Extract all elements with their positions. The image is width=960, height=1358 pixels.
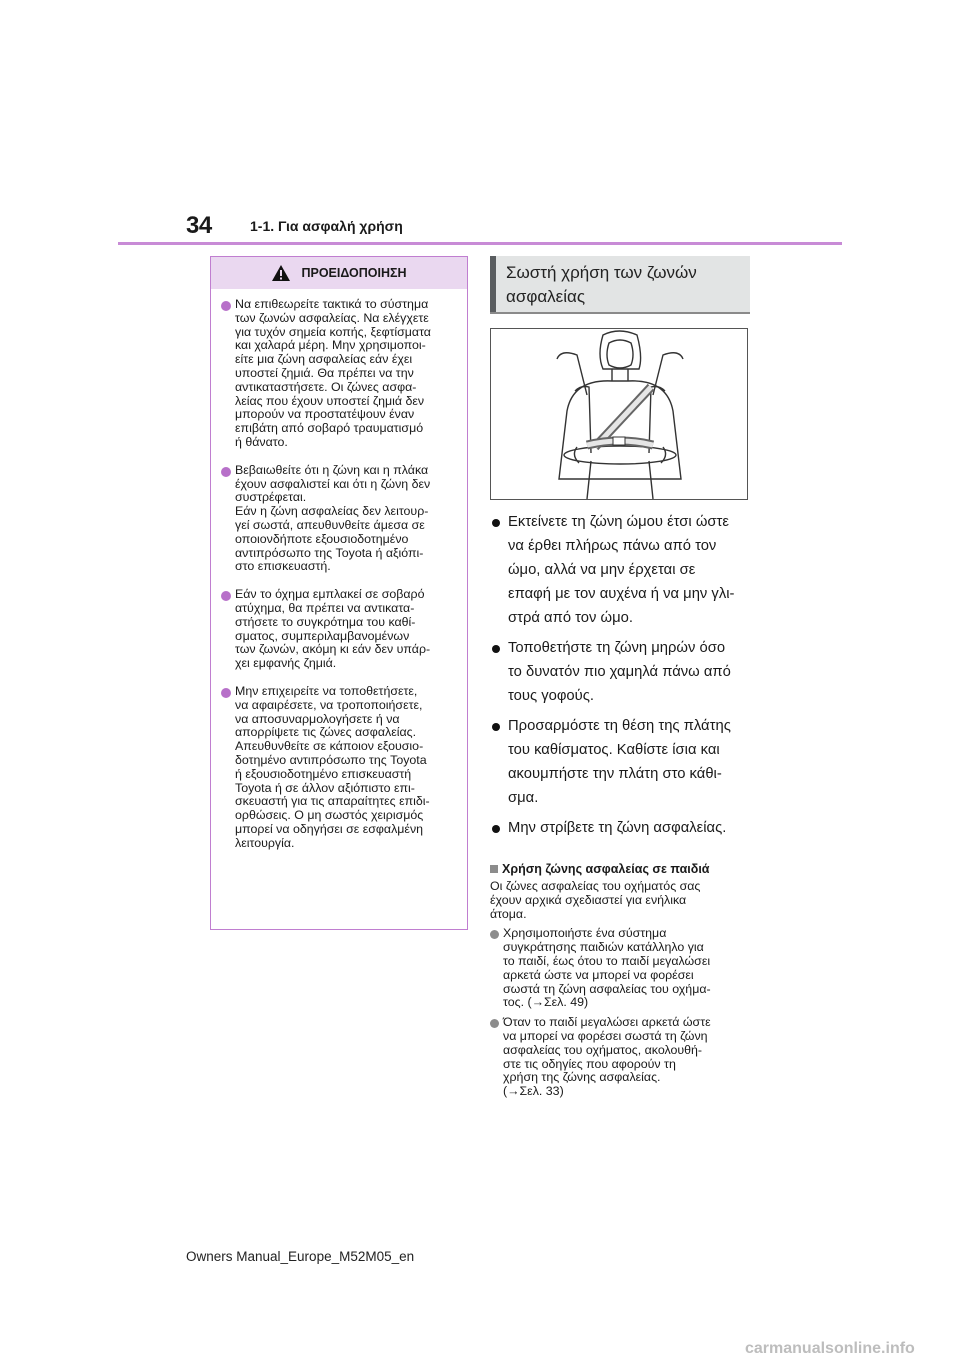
warning-title: ΠΡΟΕΙΔΟΠΟΙΗΣΗ <box>301 266 407 280</box>
page-number: 34 <box>186 212 212 239</box>
list-item <box>490 1016 750 1099</box>
list-item-text: Μην στρίβετε τη ζώνη ασφαλείας. <box>508 820 727 836</box>
bullet-icon <box>490 930 499 939</box>
warning-item <box>221 298 459 450</box>
warning-item-text: Βεβαιωθείτε ότι η ζώνη και η πλάκα έχουν ασφαλιστεί και ότι η ζώνη δεν συστρέφεται. Εάν η ζώνη ασφαλείας δεν λειτουρ- γεί σωστά, απευθυνθείτε άμεσα σε οποιονδήποτε εξουσιοδοτημένο αντιπρόσωπο της Toyota ή αξιόπι- στο επισκευαστή. <box>235 462 431 574</box>
warning-item <box>221 588 459 671</box>
children-subheading <box>490 862 750 876</box>
list-item-text: Εκτείνετε τη ζώνη ώμου έτσι ώστε να έρθει πλήρως πάνω από τον ώμο, αλλά να μην έρχεται σε επαφή με τον αυχένα ή να μην γλι- στρά από τον ώμο. <box>508 514 735 626</box>
square-bullet-icon <box>490 865 498 873</box>
bullet-icon <box>492 645 500 653</box>
bullet-icon <box>221 688 231 698</box>
topic-header: Σωστή χρήση των ζωνών ασφαλείας <box>490 256 750 312</box>
warning-item <box>221 685 459 851</box>
bullet-icon <box>490 1019 499 1028</box>
list-item-text: Χρησιμοποιήστε ένα σύστημα συγκράτησης παιδιών κατάλληλο για το παιδί, έως ότου το παιδί μεγαλώσει αρκετά ώστε να μπορεί να φορέσει σωστά τη ζώνη ασφαλείας του οχήμα- τος. (→Σελ. 49) <box>503 926 711 1010</box>
watermark: carmanualsonline.info <box>745 1340 915 1357</box>
header-divider <box>118 242 842 245</box>
warning-item <box>221 464 459 574</box>
bullet-icon <box>492 723 500 731</box>
warning-header <box>211 257 467 289</box>
list-item <box>490 816 750 840</box>
seatbelt-illustration <box>490 328 748 500</box>
bullet-icon <box>492 519 500 527</box>
list-item <box>490 510 750 630</box>
seated-person-with-seatbelt-image <box>491 329 747 499</box>
list-item-text: Τοποθετήστε τη ζώνη μηρών όσο το δυνατόν πιο χαμηλά πάνω από τους γοφούς. <box>508 640 731 704</box>
list-item-text: Προσαρμόστε τη θέση της πλάτης του καθίσματος. Καθίστε ίσια και ακουμπήστε την πλάτη στο κάθι- σμα. <box>508 718 731 806</box>
bullet-icon <box>221 591 231 601</box>
warning-item-text: Μην επιχειρείτε να τοποθετήσετε, να αφαιρέσετε, να τροποποιήσετε, να αποσυναρμολογήσετε ή να απορρίψετε τις ζώνες ασφαλείας. Απευθυνθείτε σε κάποιον εξουσιο- δοτημένο αντιπρόσωπο της Toyota ή εξουσιοδοτημένο επισκευαστή Toyota ή σε άλλον αξιόπιστο επι- σκευαστή για τις απαραίτητες επιδι- ορθώσεις. Ο μη σωστός χειρισμός μπορεί να οδηγήσει σε εσφαλμένη λειτουργία. <box>235 683 430 850</box>
warning-list <box>211 289 467 850</box>
warning-box <box>210 256 468 930</box>
warning-triangle-icon <box>271 264 291 282</box>
children-heading-text: Χρήση ζώνης ασφαλείας σε παιδιά <box>502 862 710 876</box>
list-item <box>490 714 750 810</box>
list-item <box>490 636 750 708</box>
children-list <box>490 927 750 1099</box>
list-item <box>490 927 750 1010</box>
section-title: 1-1. Για ασφαλή χρήση <box>250 218 403 234</box>
list-item-text: Όταν το παιδί μεγαλώσει αρκετά ώστε να μπορεί να φορέσει σωστά τη ζώνη ασφαλείας του οχήματος, ακολουθή- στε τις οδηγίες που αφορούν τη χρήση της ζώνης ασφαλείας. (→Σελ. 33) <box>503 1015 711 1099</box>
usage-list <box>490 510 750 840</box>
warning-item-text: Εάν το όχημα εμπλακεί σε σοβαρό ατύχημα, θα πρέπει να αντικατα- στήσετε το συγκρότημα του καθί- σματος, συμπεριλαμβανομένων των ζωνών, ακόμη κι εάν δεν υπάρ- χει εμφανής ζημιά. <box>235 587 431 671</box>
topic-divider <box>490 312 750 314</box>
warning-item-text: Να επιθεωρείτε τακτικά το σύστημα των ζωνών ασφαλείας. Να ελέγχετε για τυχόν σημεία κοπής, ξεφτίσματα και χαλαρά μέρη. Μην χρησιμοποι- είτε μια ζώνη ασφαλείας εάν έχει υποστεί ζημιά. Θα πρέπει να την αντικαταστήσετε. Οι ζώνες ασφα- λείας που έχουν υποστεί ζημιά δεν μπορούν να προστατέψουν έναν επιβάτη από σοβαρό τραυματισμό ή θάνατο. <box>235 297 431 449</box>
children-intro: Οι ζώνες ασφαλείας του οχήματός σας έχουν αρχικά σχεδιαστεί για ενήλικα άτομα. <box>490 879 701 921</box>
bullet-icon <box>221 467 231 477</box>
bullet-icon <box>221 301 231 311</box>
footer-manual-id: Owners Manual_Europe_M52M05_en <box>186 1249 415 1264</box>
bullet-icon <box>492 825 500 833</box>
right-column <box>490 256 750 1105</box>
